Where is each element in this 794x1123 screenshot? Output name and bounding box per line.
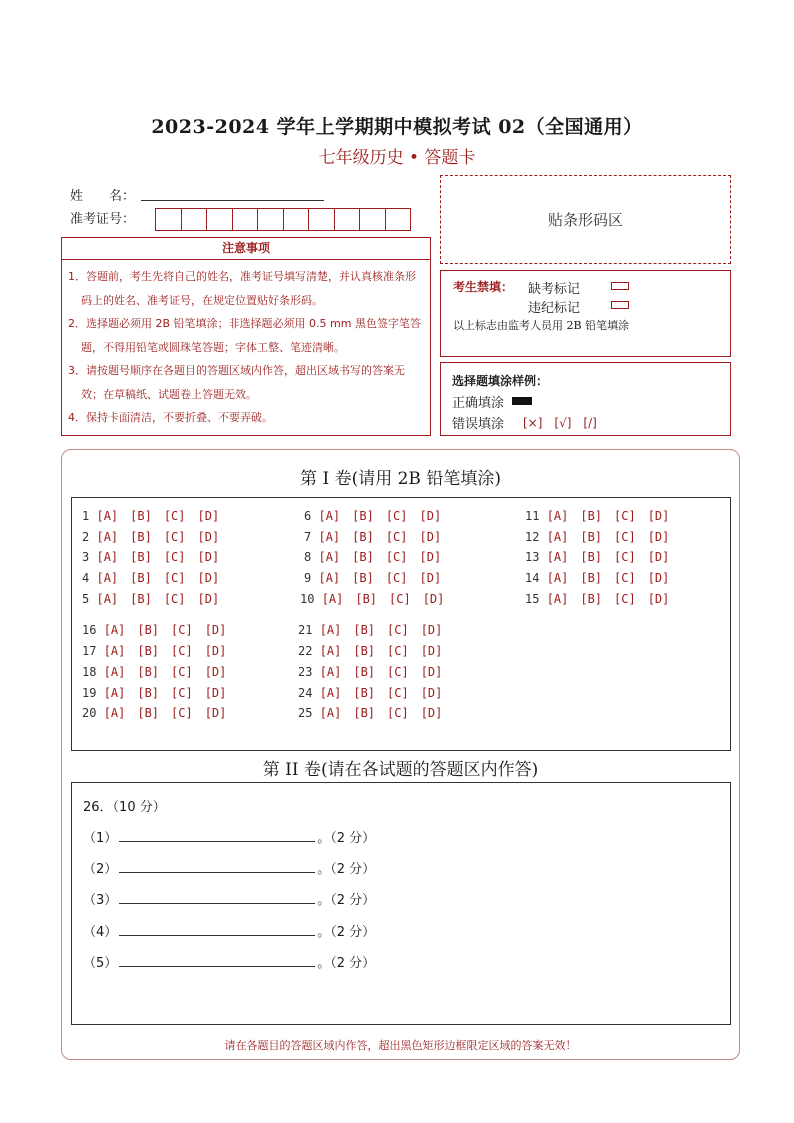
id-digit-box[interactable] — [385, 208, 412, 231]
notice-item: 2．选择题必须用 2B 铅笔填涂；非选择题必须用 0.5 mm 黑色签字笔答题，不得用铅笔或圆珠笔答题；字体工整、笔迹清晰。 — [68, 317, 421, 354]
choice-question[interactable]: 11 [A] [B] [C] [D] — [525, 509, 670, 523]
id-digit-box[interactable] — [308, 208, 335, 231]
footer-warning: 请在各题目的答题区域内作答，超出黑色矩形边框限定区域的答案无效！ — [224, 1039, 577, 1052]
answer-part: （5） 。（2 分） — [83, 956, 376, 971]
choice-question[interactable]: 19 [A] [B] [C] [D] — [82, 686, 227, 700]
page-title: 2023-2024 学年上学期期中模拟考试 02（全国通用） — [151, 116, 643, 138]
answer-part: （3） 。（2 分） — [83, 893, 376, 908]
choice-question[interactable]: 8 [A] [B] [C] [D] — [304, 550, 442, 564]
choice-question[interactable]: 15 [A] [B] [C] [D] — [525, 592, 670, 606]
choice-question[interactable]: 13 [A] [B] [C] [D] — [525, 550, 670, 564]
answer-part: （1） 。（2 分） — [83, 831, 376, 846]
question-26-header: 26．（10 分） — [83, 800, 166, 815]
correct-fill-label: 正确填涂 — [452, 396, 505, 411]
answer-line[interactable] — [119, 830, 315, 842]
forbid-label: 考生禁填： — [453, 280, 514, 294]
choice-question[interactable]: 10 [A] [B] [C] [D] — [300, 592, 445, 606]
id-digit-box[interactable] — [181, 208, 208, 231]
violation-mark-box[interactable] — [611, 301, 629, 309]
id-digit-box[interactable] — [232, 208, 259, 231]
choice-question[interactable]: 5 [A] [B] [C] [D] — [82, 592, 220, 606]
name-label: 姓 名： — [70, 189, 136, 204]
sample-title: 选择题填涂样例： — [452, 374, 549, 388]
choice-question[interactable]: 2 [A] [B] [C] [D] — [82, 530, 220, 544]
id-digit-box[interactable] — [359, 208, 386, 231]
choice-question[interactable]: 18 [A] [B] [C] [D] — [82, 665, 227, 679]
choice-question[interactable]: 24 [A] [B] [C] [D] — [298, 686, 443, 700]
id-boxes — [155, 208, 410, 231]
answer-line[interactable] — [119, 924, 315, 936]
answer-part: （2） 。（2 分） — [83, 862, 376, 877]
barcode-label: 贴条形码区 — [547, 211, 623, 229]
choice-question[interactable]: 23 [A] [B] [C] [D] — [298, 665, 443, 679]
choice-answer-box — [71, 497, 731, 751]
section2-title: 第 II 卷(请在各试题的答题区内作答) — [262, 760, 539, 780]
notice-item: 3．请按题号顺序在各题目的答题区域内作答，超出区域书写的答案无效；在草稿纸、试题卷上答题无效。 — [68, 364, 405, 401]
notice-item: 4．保持卡面清洁，不要折叠、不要弄破。 — [68, 411, 273, 424]
choice-question[interactable]: 14 [A] [B] [C] [D] — [525, 571, 670, 585]
id-digit-box[interactable] — [257, 208, 284, 231]
notice-heading: 注意事项 — [61, 237, 431, 260]
wrong-fill-label: 错误填涂 — [452, 417, 505, 432]
barcode-area — [440, 175, 731, 264]
violation-mark-label: 违纪标记 — [528, 301, 581, 316]
notice-item: 1．答题前，考生先将自己的姓名，准考证号填写清楚，并认真核准条形码上的姓名、准考证号，在规定位置贴好条形码。 — [68, 270, 416, 307]
id-digit-box[interactable] — [155, 208, 182, 231]
choice-question[interactable]: 17 [A] [B] [C] [D] — [82, 644, 227, 658]
choice-question[interactable]: 3 [A] [B] [C] [D] — [82, 550, 220, 564]
absent-mark-box[interactable] — [611, 282, 629, 290]
choice-question[interactable]: 20 [A] [B] [C] [D] — [82, 706, 227, 720]
notice-body — [61, 260, 431, 436]
choice-question[interactable]: 6 [A] [B] [C] [D] — [304, 509, 442, 523]
choice-question[interactable]: 21 [A] [B] [C] [D] — [298, 623, 443, 637]
choice-question[interactable]: 4 [A] [B] [C] [D] — [82, 571, 220, 585]
answer-line[interactable] — [119, 892, 315, 904]
choice-question[interactable]: 16 [A] [B] [C] [D] — [82, 623, 227, 637]
forbid-note: 以上标志由监考人员用 2B 铅笔填涂 — [453, 319, 630, 332]
id-label: 准考证号： — [70, 212, 136, 227]
absent-mark-label: 缺考标记 — [528, 282, 581, 297]
choice-question[interactable]: 12 [A] [B] [C] [D] — [525, 530, 670, 544]
id-digit-box[interactable] — [283, 208, 310, 231]
page-subtitle: 七年级历史 • 答题卡 — [318, 148, 476, 168]
choice-question[interactable]: 25 [A] [B] [C] [D] — [298, 706, 443, 720]
id-digit-box[interactable] — [334, 208, 361, 231]
wrong-fill-marks: [×] [√] [/] — [523, 416, 597, 430]
forbid-box — [440, 270, 731, 357]
section1-title: 第 I 卷(请用 2B 铅笔填涂) — [300, 469, 501, 489]
fill-sample-box — [440, 362, 731, 436]
choice-question[interactable]: 1 [A] [B] [C] [D] — [82, 509, 220, 523]
name-field[interactable] — [141, 200, 324, 201]
answer-line[interactable] — [119, 861, 315, 873]
correct-fill-mark — [512, 397, 532, 405]
choice-question[interactable]: 7 [A] [B] [C] [D] — [304, 530, 442, 544]
answer-line[interactable] — [119, 955, 315, 967]
answer-part: （4） 。（2 分） — [83, 925, 376, 940]
choice-question[interactable]: 22 [A] [B] [C] [D] — [298, 644, 443, 658]
id-digit-box[interactable] — [206, 208, 233, 231]
choice-question[interactable]: 9 [A] [B] [C] [D] — [304, 571, 442, 585]
